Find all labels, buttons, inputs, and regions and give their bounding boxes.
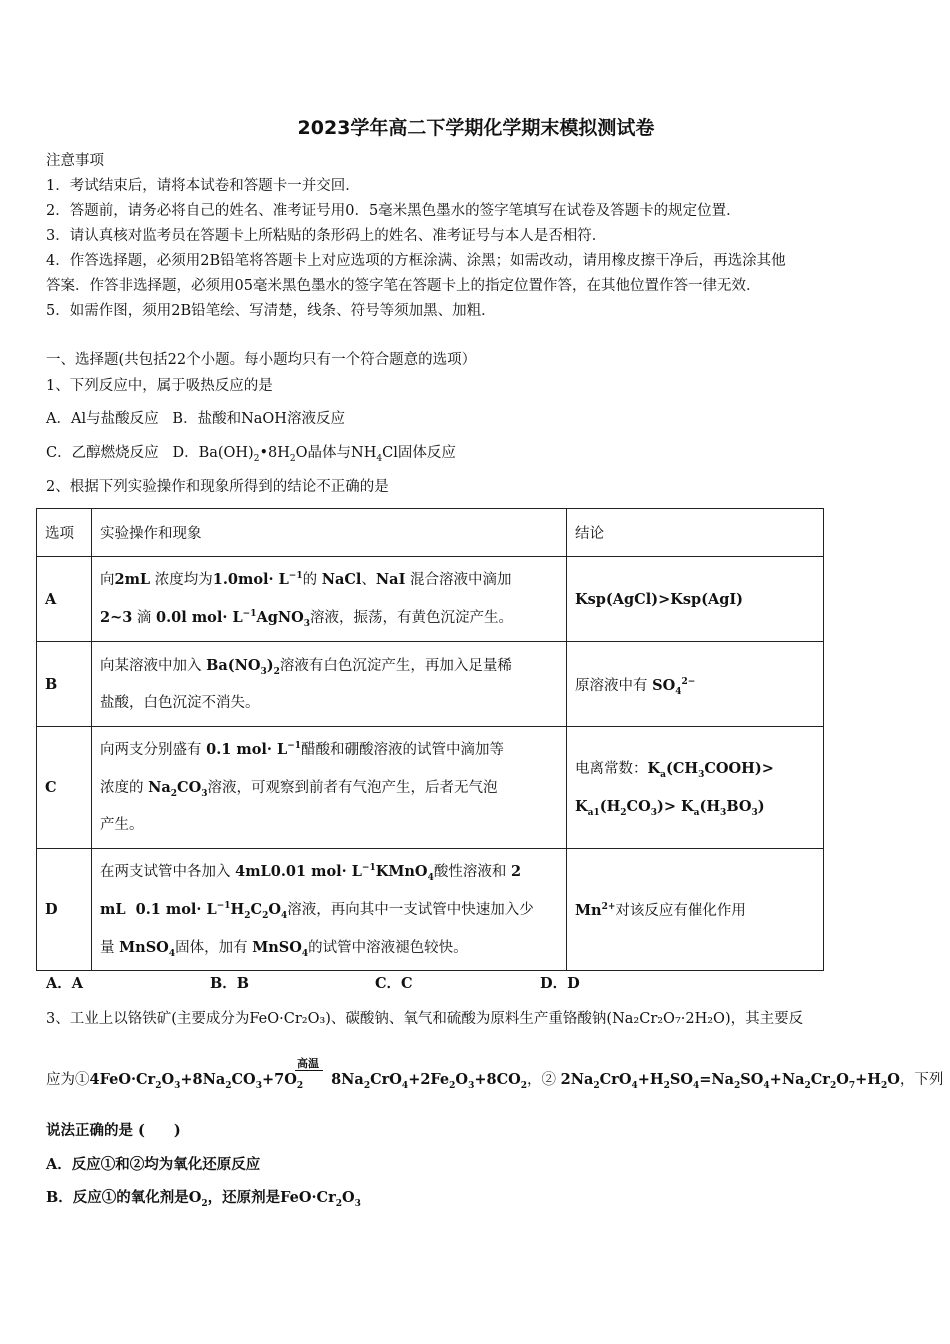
table-header: 结论 [567, 509, 824, 557]
answer-a: A．A [46, 975, 84, 992]
conclusion-cell: 原溶液中有 $SO_4^{2-}$ [567, 642, 824, 727]
answer-c: C．C [375, 975, 413, 992]
table-row [37, 557, 824, 642]
option-b: B．反应①的氧化剂是$O_2$，还原剂是$FeO\cdot Cr_2O_3$ [46, 1189, 361, 1209]
notice-item: 5．如需作图，须用2B铅笔绘、写清楚，线条、符号等须加黑、加粗． [46, 303, 496, 319]
notice-item: 3．请认真核对监考员在答题卡上所粘贴的条形码上的姓名、准考证号与本人是否相符． [46, 228, 607, 244]
table-row [37, 642, 824, 727]
notice-item: 1．考试结束后，请将本试卷和答题卡一并交回． [46, 178, 360, 194]
question-3-reactions: 应为$①4FeO\cdot Cr_2O_3+8Na_2CO_3+7O_2$ $8Na_2CrO_4+2Fe_2O_3+8CO_2$，② $2Na_2CrO_4+H_2SO_4=Na_2SO_4+Na_2Cr_2O_7+H_2O$，下列 [46, 1071, 944, 1091]
option-a: A．Al与盐酸反应 [46, 411, 159, 427]
option-c: C．乙醇燃烧反应 [46, 445, 159, 461]
notice-heading: 注意事项 [46, 153, 104, 169]
table-header: 选项 [37, 509, 92, 557]
row-label: B [37, 642, 92, 727]
row-label: A [37, 557, 92, 642]
experiment-cell: 在两支试管中各加入 4mL0.01 $mol\cdot L^{-1}KMnO_4$酸性溶液和 2 mL 0.1 $mol\cdot L^{-1}H_2C_2O_4$溶液，再向其中一支试管中快速加入少 量 MnSO$_4$固体，加有 MnSO$_4$的试管中溶液褪色较快。 [92, 849, 567, 971]
table-row [37, 727, 824, 849]
option-a: A．反应①和②均为氧化还原反应 [46, 1156, 261, 1173]
experiment-cell: 向2mL 浓度均为$1.0mol\cdot L^{-1}$的 NaCl、NaI 混合溶液中滴加 2~3 滴 0.0l $mol\cdot L^{-1}AgNO_3$溶液，振荡，有黄色沉淀产生。 [92, 557, 567, 642]
notice-item: 4．作答选择题，必须用2B铅笔将答题卡上对应选项的方框涂满、涂黑；如需改动，请用橡皮擦干净后，再选涂其他 [46, 253, 786, 269]
question-3-stem: 3、工业上以铬铁矿(主要成分为FeO·Cr₂O₃)、碳酸钠、氧气和硫酸为原料生产重铬酸钠(Na₂Cr₂O₇·2H₂O)，其主要反 [46, 1011, 804, 1027]
answer-d: D．D [540, 975, 580, 992]
row-label: D [37, 849, 92, 971]
notice-item: 2．答题前，请务必将自己的姓名、准考证号用0．5毫米黑色墨水的签字笔填写在试卷及答题卡的规定位置． [46, 203, 741, 219]
question-1-options-ab [46, 409, 345, 429]
notice-item: 答案．作答非选择题，必须用05毫米黑色墨水的签字笔在答题卡上的指定位置作答，在其他位置作答一律无效． [46, 278, 761, 294]
question-1-stem: 1、下列反应中，属于吸热反应的是 [46, 378, 273, 394]
question-3-prompt: 说法正确的是 ( ) [46, 1122, 181, 1139]
table-header: 实验操作和现象 [92, 509, 567, 557]
experiment-cell: 向两支分别盛有 0.1 $mol\cdot L^{-1}$醋酸和硼酸溶液的试管中滴加等 浓度的 $Na_2CO_3$溶液，可观察到前者有气泡产生，后者无气泡 产生。 [92, 727, 567, 849]
table-header-row [37, 509, 824, 557]
option-d: D．$Ba(OH)_2•8H_2O$晶体与$NH_4Cl$固体反应 [172, 445, 456, 464]
question-2-stem: 2、根据下列实验操作和现象所得到的结论不正确的是 [46, 479, 389, 495]
conclusion-cell: $Mn^{2+}$对该反应有催化作用 [567, 849, 824, 971]
question-1-options-cd [46, 443, 456, 463]
conclusion-cell: Ksp(AgCl)>Ksp(AgI) [567, 557, 824, 642]
reaction-condition: 高温 [297, 1057, 319, 1070]
section-heading: 一、选择题(共包括22个小题。每小题均只有一个符合题意的选项） [46, 352, 477, 368]
answer-b: B．B [210, 975, 250, 992]
conclusion-cell: 电离常数：$K_a(CH_3COOH)>$ $K_{a1}(H_2CO_3)> K_a(H_3BO_3)$ [567, 727, 824, 849]
option-b: B．盐酸和NaOH溶液反应 [172, 411, 345, 427]
row-label: C [37, 727, 92, 849]
table-row [37, 849, 824, 971]
page-title: 2023学年高二下学期化学期末模拟测试卷 [297, 117, 655, 139]
question-2-table [36, 508, 824, 971]
experiment-cell: 向某溶液中加入 $Ba(NO_3)_2$溶液有白色沉淀产生，再加入足量稀 盐酸，白色沉淀不消失。 [92, 642, 567, 727]
